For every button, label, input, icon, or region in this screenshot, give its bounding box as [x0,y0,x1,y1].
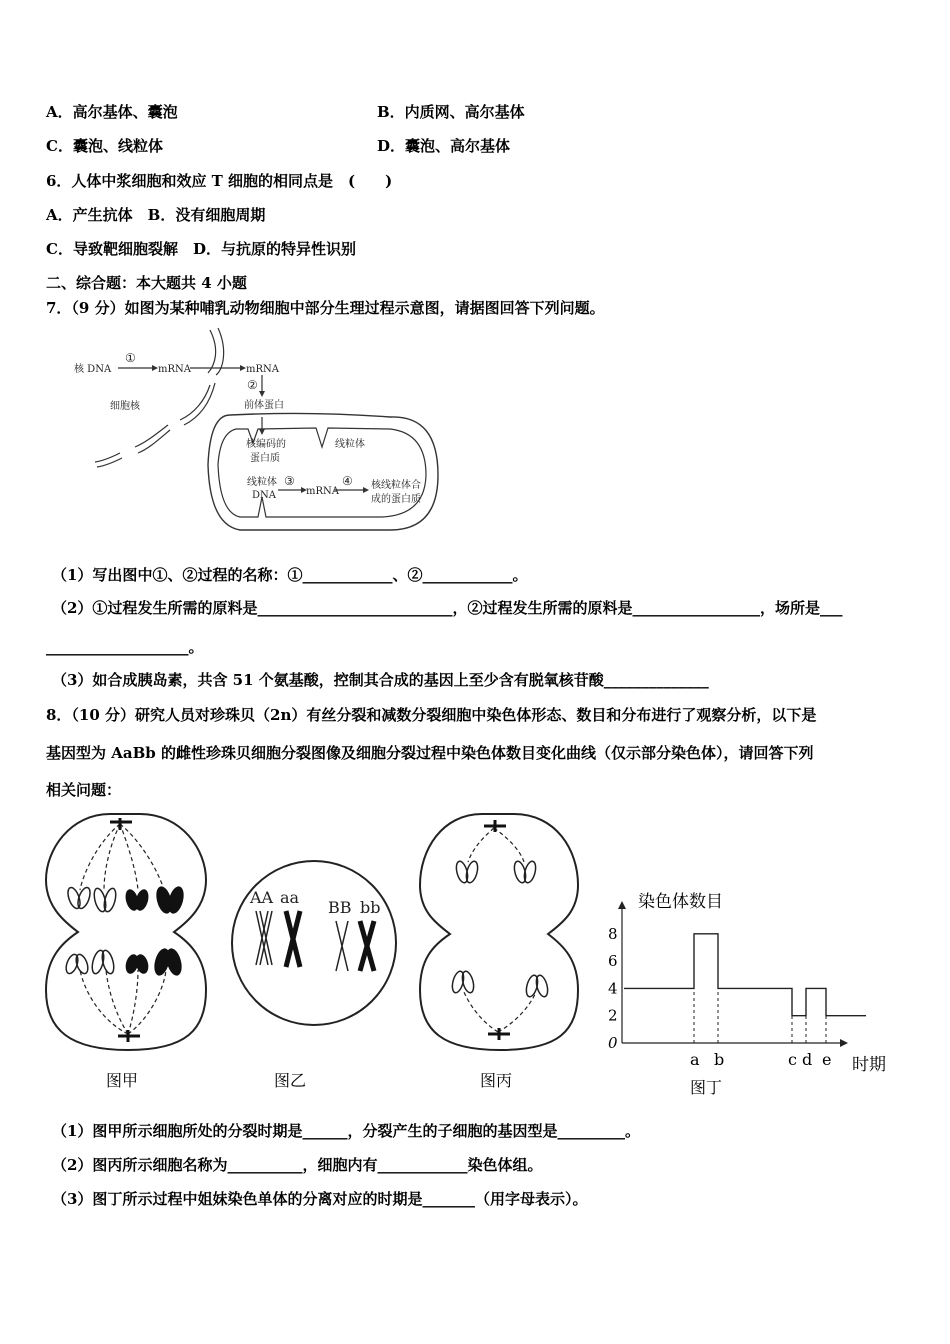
q7-subq1: （1）写出图中①、②过程的名称：①____________、②____________。 [52,566,528,584]
fig-step-1: ① [125,351,136,365]
y-tick-label: 6 [608,952,618,971]
q7-subq2-line1: （2）①过程发生所需的原料是__________________________，②过程发生所需的原料是_________________，场所是___ [52,599,843,617]
q7-figure [60,325,460,550]
fig-nuclear-encoded-2: 蛋白质 [250,453,280,464]
fig-nucleus-label: 细胞核 [110,401,140,412]
x-marker-label: a [690,1050,700,1069]
x-marker-label: d [802,1050,813,1069]
q8-subq1: （1）图甲所示细胞所处的分裂时期是______，分裂产生的子细胞的基因型是_________。 [52,1122,640,1140]
y-tick-label: 0 [608,1034,618,1052]
figure-ding-chart [600,885,900,1075]
fig-mito-dna-2: DNA [252,490,276,501]
fig-step-3: ③ [284,474,295,488]
yi-label-AA: AA [250,888,274,907]
yi-label-bb: bb [360,898,381,917]
fig-step-2: ② [247,378,258,392]
q8-stem-line2: 基因型为 AaBb 的雌性珍珠贝细胞分裂图像及细胞分裂过程中染色体数目变化曲线（仅示部分染色体），请回答下列 [46,744,814,762]
q8-subq3: （3）图丁所示过程中姐妹染色单体的分离对应的时期是_______（用字母表示）。 [52,1190,588,1208]
x-axis-label: 时期 [852,1055,886,1075]
x-axis-arrow [840,1039,848,1047]
y-tick-label: 2 [608,1006,618,1025]
figure-yi-label: 图乙 [274,1071,307,1090]
q8-stem-line3: 相关问题： [46,781,122,799]
figure-bing [412,810,587,1060]
yi-label-BB: BB [328,898,352,917]
q5-option-b: B．内质网、高尔基体 [377,103,525,121]
q6-stem: 6．人体中浆细胞和效应 T 细胞的相同点是 ( ) [46,172,393,190]
q6-options-row2: C．导致靶细胞裂解 D．与抗原的特异性识别 [46,240,356,258]
fig-mrna-1: mRNA [158,364,191,375]
series-line [624,934,866,1016]
section-heading: 二、综合题：本大题共 4 小题 [46,274,247,292]
fig-product-1: 核线粒体合 [371,480,421,491]
fig-product-2: 成的蛋白质 [371,494,421,505]
fig-precursor-protein: 前体蛋白 [244,400,284,411]
figure-yi [228,855,403,1055]
x-marker-label: e [822,1050,832,1069]
q5-option-d: D．囊泡、高尔基体 [377,137,511,155]
fig-mrna-2: mRNA [246,364,279,375]
q5-option-a: A．高尔基体、囊泡 [46,103,178,121]
fig-nuclear-encoded-1: 核编码的 [246,439,286,450]
y-tick-label: 4 [608,979,618,998]
y-tick-label: 8 [608,924,618,943]
q5-option-c: C．囊泡、线粒体 [46,137,163,155]
fig-mito-label: 线粒体 [335,439,365,450]
q6-options-row1: A．产生抗体 B．没有细胞周期 [46,206,266,224]
figure-bing-label: 图丙 [480,1071,513,1090]
fig-step-4: ④ [342,474,353,488]
q8-stem-line1: 8．（10 分）研究人员对珍珠贝（2n）有丝分裂和减数分裂细胞中染色体形态、数目和分布进行了观察分析，以下是 [46,706,817,724]
q8-subq2: （2）图丙所示细胞名称为__________，细胞内有____________染色体组。 [52,1156,543,1174]
fig-mrna-3: mRNA [306,486,339,497]
figure-jia-label: 图甲 [106,1071,139,1090]
q7-subq3: （3）如合成胰岛素，共含 51 个氨基酸，控制其合成的基因上至少含有脱氧核苷酸______________ [52,671,709,689]
q7-stem: 7．（9 分）如图为某种哺乳动物细胞中部分生理过程示意图，请据图回答下列问题。 [46,299,605,317]
y-axis-arrow [618,901,626,909]
fig-mito-dna-1: 线粒体 [247,477,277,488]
q7-subq2-line2: ___________________。 [46,638,204,656]
x-marker-label: b [714,1050,725,1069]
fig-nuclear-dna: 核 DNA [74,364,112,375]
figure-jia [40,810,215,1060]
x-marker-label: c [788,1050,797,1069]
figure-ding-label: 图丁 [690,1078,723,1097]
y-axis-label: 染色体数目 [638,892,723,912]
yi-label-aa: aa [280,888,300,907]
